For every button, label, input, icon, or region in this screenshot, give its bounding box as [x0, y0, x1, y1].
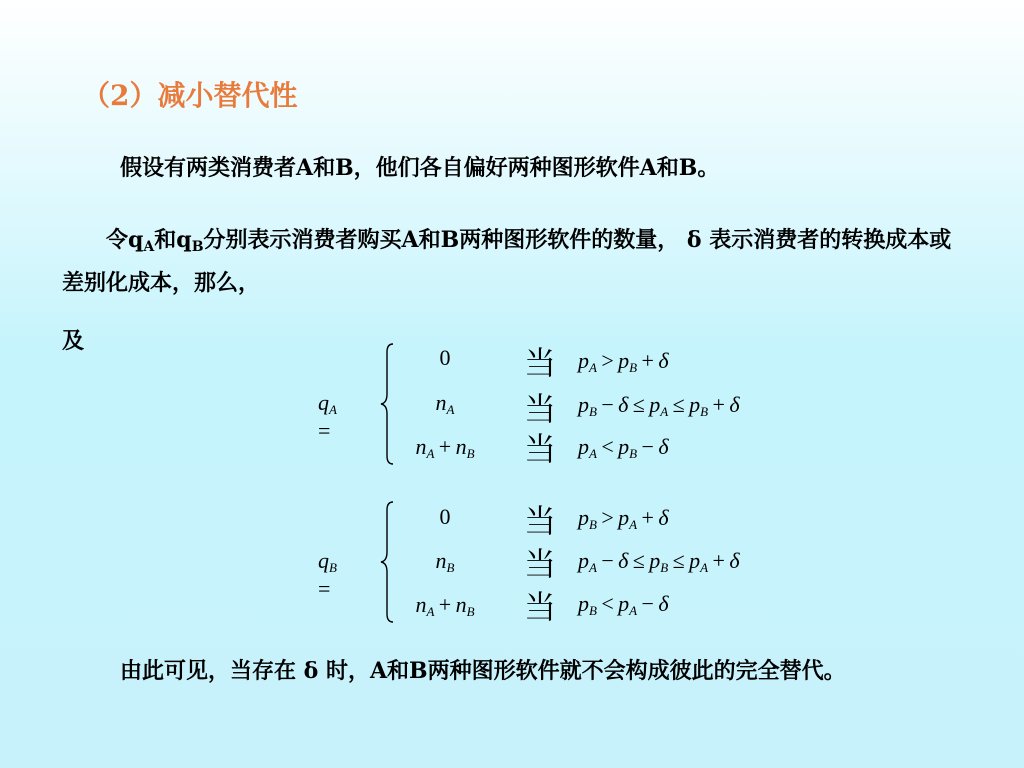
when-label: 当 — [524, 430, 557, 468]
left-brace-icon — [380, 342, 394, 466]
paragraph-conclusion — [62, 653, 972, 689]
case-value: 0 — [439, 504, 451, 529]
q-symbol: q — [176, 227, 192, 253]
case-condition: pA > pB + δ — [578, 348, 669, 375]
paragraph-conclusion-text: 由此可见，当存在 δ 时，A和B两种图形软件就不会构成彼此的完全替代。 — [120, 658, 846, 684]
case-value: nA — [435, 390, 455, 417]
when-label: 当 — [524, 545, 557, 583]
case-value: nA + nB — [415, 434, 475, 461]
paragraph-definitions — [62, 222, 972, 301]
case-condition: pA < pB − δ — [578, 434, 669, 461]
when-label: 当 — [524, 588, 557, 626]
when-label: 当 — [524, 502, 557, 540]
case-value: nB — [435, 548, 455, 575]
left-brace-icon — [380, 500, 394, 624]
q-subscript-a: A — [143, 239, 155, 255]
equation-qb-lhs: qB = — [318, 548, 337, 601]
equation-qa-lhs: qA = — [318, 390, 337, 443]
definition-text: 分别表示消费者购买A和B两种图形软件的数量， δ 表示消费者的转换成本或差别化成本，那么， — [62, 227, 952, 296]
case-condition: pB − δ ≤ pA ≤ pB + δ — [578, 392, 740, 419]
when-label: 当 — [524, 390, 557, 428]
q-subscript-b: B — [191, 239, 204, 255]
paragraph-consumers — [62, 150, 972, 186]
paragraph-consumers-text: 假设有两类消费者A和B，他们各自偏好两种图形软件A和B。 — [120, 155, 720, 181]
paragraph-and: 及 — [62, 328, 85, 354]
section-title: （2）减小替代性 — [82, 79, 298, 112]
when-label: 当 — [524, 344, 557, 382]
let-text: 令 — [106, 227, 129, 253]
and-text: 和 — [154, 227, 177, 253]
case-condition: pB > pA + δ — [578, 505, 669, 532]
case-value: 0 — [439, 345, 451, 370]
case-condition: pB < pA − δ — [578, 591, 669, 618]
case-value: nA + nB — [415, 592, 475, 619]
q-symbol: q — [128, 227, 144, 253]
case-condition: pA − δ ≤ pB ≤ pA + δ — [578, 548, 740, 575]
